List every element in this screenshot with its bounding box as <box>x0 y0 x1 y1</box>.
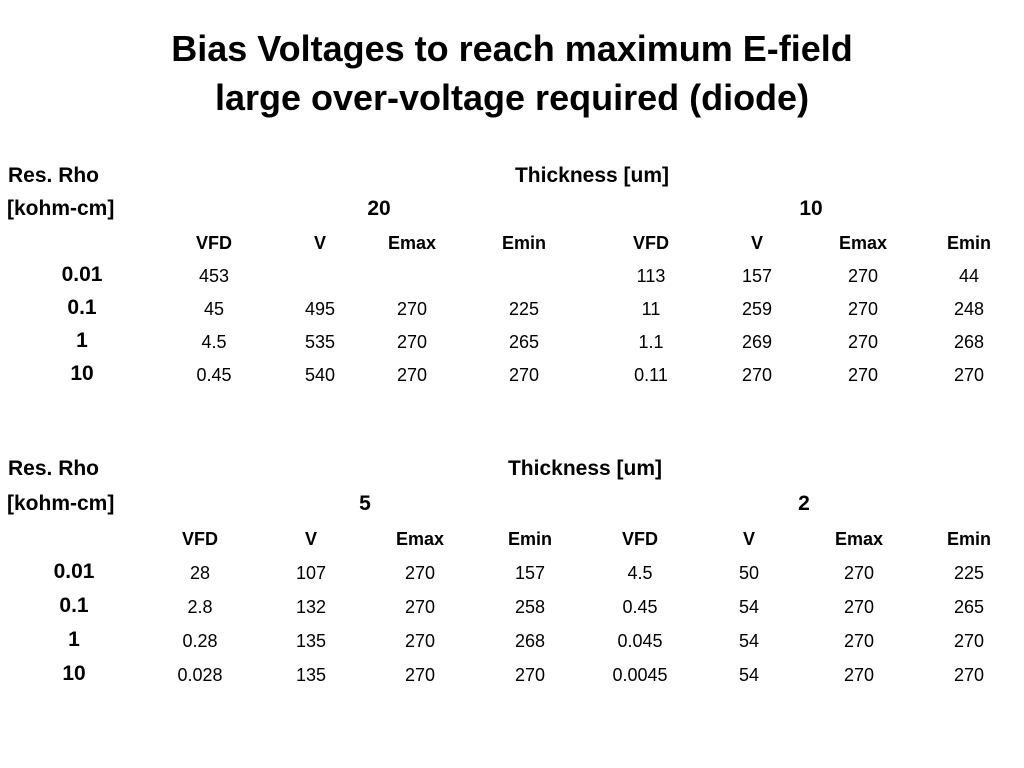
table-cell: 107 <box>295 563 327 583</box>
column-header: VFD <box>622 529 658 549</box>
table-cell: 225 <box>953 563 985 583</box>
table-cell: 270 <box>847 332 879 352</box>
table-cell: 2.8 <box>187 597 213 617</box>
table-cell: 157 <box>741 266 773 286</box>
table-cell: 0.45 <box>622 597 658 617</box>
table-cell: 270 <box>396 365 428 385</box>
resistivity-value: 0.1 <box>59 594 89 617</box>
resistivity-value: 1 <box>68 628 80 651</box>
table-cell: 270 <box>404 597 436 617</box>
table-cell: 54 <box>738 597 760 617</box>
resistivity-value: 0.01 <box>61 263 103 286</box>
column-header: V <box>742 529 756 549</box>
table-cell: 132 <box>295 597 327 617</box>
table-cell: 44 <box>958 266 980 286</box>
resistivity-value: 0.01 <box>53 560 95 583</box>
resistivity-value: 10 <box>70 362 94 385</box>
table-cell: 135 <box>295 631 327 651</box>
column-header: Emin <box>507 529 553 549</box>
column-header: Emin <box>501 233 547 253</box>
res-rho-label: Res. Rho <box>8 457 100 480</box>
column-header: Emax <box>838 233 888 253</box>
table-cell: 265 <box>508 332 540 352</box>
table-cell: 0.45 <box>196 365 232 385</box>
thickness-group-value: 20 <box>367 197 391 220</box>
table-cell: 270 <box>843 563 875 583</box>
column-header: V <box>304 529 318 549</box>
table-cell: 270 <box>741 365 773 385</box>
table-cell: 54 <box>738 665 760 685</box>
table-cell: 270 <box>404 563 436 583</box>
column-header: Emin <box>946 233 992 253</box>
resistivity-value: 1 <box>76 329 88 352</box>
table-cell: 270 <box>404 631 436 651</box>
table-cell: 270 <box>396 332 428 352</box>
thickness-label: Thickness [um] <box>514 164 670 187</box>
table-cell: 535 <box>304 332 336 352</box>
column-header: VFD <box>182 529 218 549</box>
table-cell: 270 <box>843 665 875 685</box>
table-cell: 270 <box>847 266 879 286</box>
thickness-group-value: 5 <box>359 492 371 515</box>
table-cell: 248 <box>953 299 985 319</box>
table-cell: 269 <box>741 332 773 352</box>
table-cell: 258 <box>514 597 546 617</box>
table-cell: 0.11 <box>634 365 668 385</box>
table-cell: 270 <box>953 365 985 385</box>
table-cell: 4.5 <box>201 332 227 352</box>
table-cell: 157 <box>514 563 546 583</box>
thickness-label: Thickness [um] <box>507 457 663 480</box>
table-cell: 28 <box>189 563 211 583</box>
res-rho-label: Res. Rho <box>8 164 100 187</box>
table-cell: 270 <box>404 665 436 685</box>
table-cell: 265 <box>953 597 985 617</box>
table-cell: 0.0045 <box>612 665 668 685</box>
table-cell: 113 <box>636 266 666 286</box>
table-cell: 0.045 <box>617 631 663 651</box>
title-line-2: large over-voltage required (diode) <box>214 77 810 118</box>
table-cell: 268 <box>514 631 546 651</box>
column-header: VFD <box>196 233 232 253</box>
table-cell: 270 <box>953 665 985 685</box>
table-cell: 268 <box>953 332 985 352</box>
table-cell: 1.1 <box>638 332 664 352</box>
table-cell: 135 <box>295 665 327 685</box>
table-cell: 54 <box>738 631 760 651</box>
column-header: Emax <box>834 529 884 549</box>
table-cell: 4.5 <box>627 563 653 583</box>
resistivity-value: 10 <box>62 662 86 685</box>
table-cell: 270 <box>396 299 428 319</box>
table-cell: 50 <box>738 563 760 583</box>
column-header: Emax <box>395 529 445 549</box>
table-cell: 540 <box>304 365 336 385</box>
resistivity-value: 0.1 <box>67 296 97 319</box>
table-cell: 259 <box>741 299 773 319</box>
table-cell: 270 <box>847 299 879 319</box>
table-cell: 45 <box>203 299 225 319</box>
column-header: Emin <box>946 529 992 549</box>
unit-label: [kohm-cm] <box>7 492 115 515</box>
table-cell: 11 <box>641 299 661 319</box>
table-cell: 453 <box>198 266 230 286</box>
table-cell: 270 <box>843 597 875 617</box>
column-header: V <box>750 233 764 253</box>
table-cell: 270 <box>843 631 875 651</box>
table-cell: 0.028 <box>177 665 223 685</box>
unit-label: [kohm-cm] <box>7 197 115 220</box>
table-cell: 270 <box>508 365 540 385</box>
title-line-1: Bias Voltages to reach maximum E-field <box>171 28 853 69</box>
table-cell: 0.28 <box>182 631 218 651</box>
thickness-group-value: 2 <box>798 492 810 515</box>
column-header: V <box>313 233 327 253</box>
thickness-group-value: 10 <box>799 197 823 220</box>
table-cell: 270 <box>514 665 546 685</box>
column-header: VFD <box>633 233 669 253</box>
table-cell: 495 <box>304 299 336 319</box>
table-cell: 225 <box>508 299 540 319</box>
table-cell: 270 <box>953 631 985 651</box>
table-cell: 270 <box>847 365 879 385</box>
column-header: Emax <box>387 233 437 253</box>
